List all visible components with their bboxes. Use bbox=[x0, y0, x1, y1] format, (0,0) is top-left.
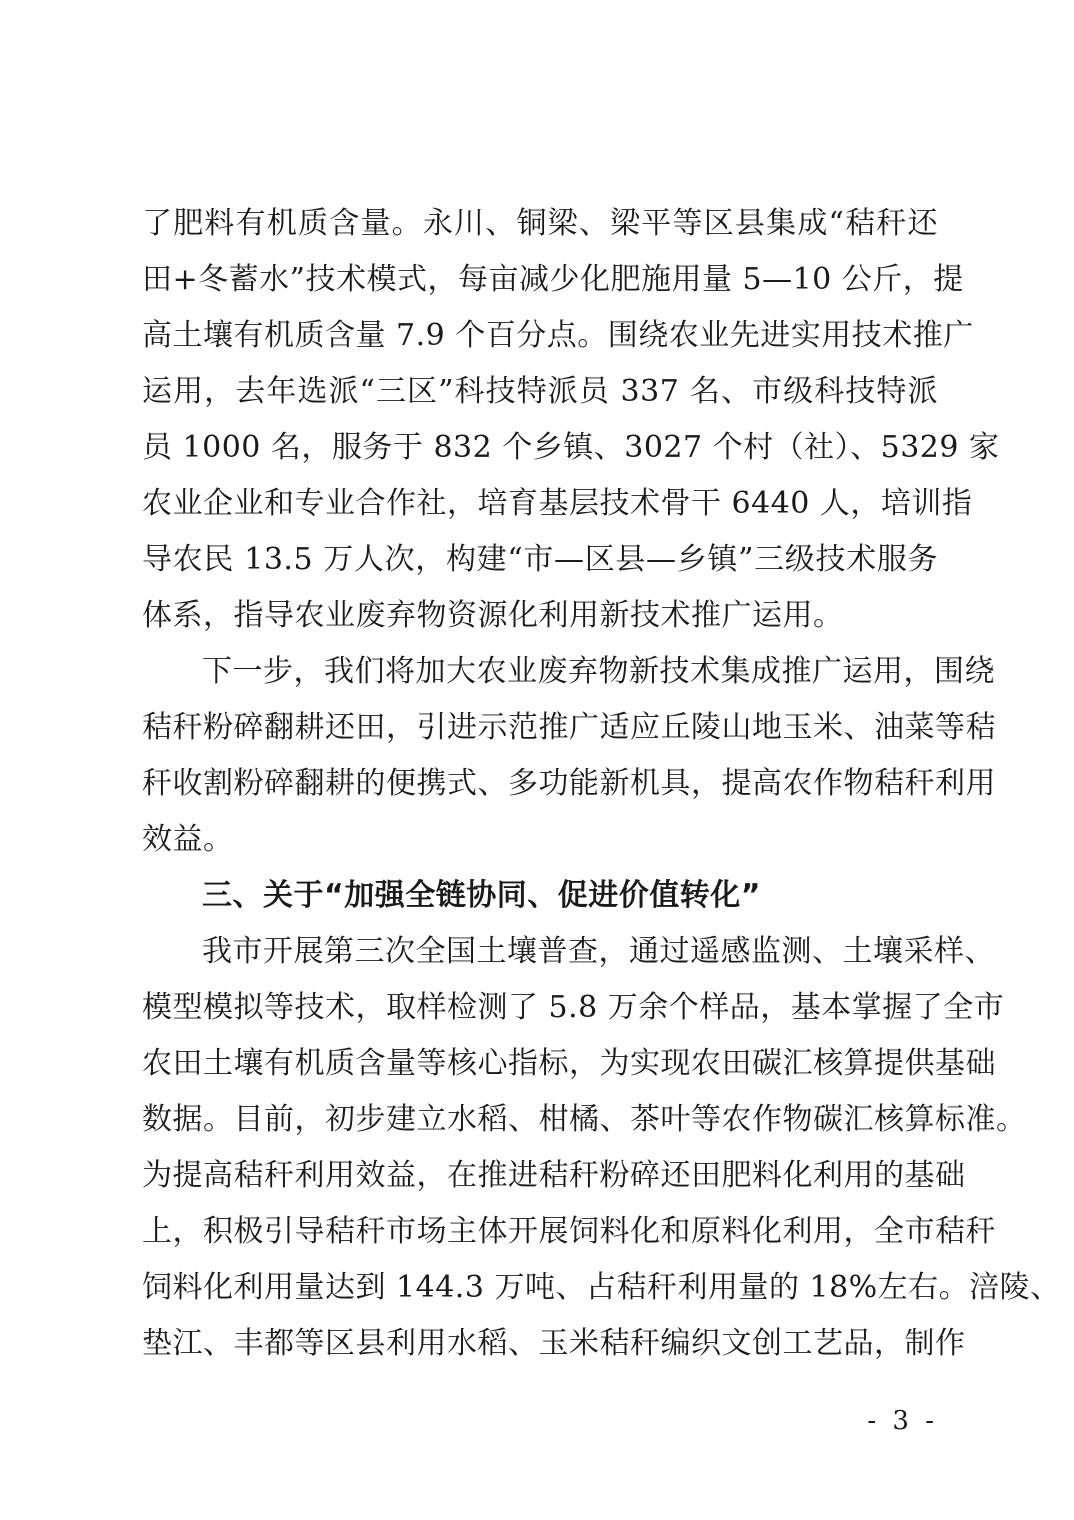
text-line: 数据。目前，初步建立水稻、柑橘、茶叶等农作物碳汇核算标准。 bbox=[142, 1102, 1027, 1137]
text-line: 模型模拟等技术，取样检测了 5.8 万余个样品，基本掌握了全市 bbox=[142, 990, 1005, 1025]
text-line: 员 1000 名，服务于 832 个乡镇、3027 个村（社）、5329 家 bbox=[142, 430, 1000, 465]
document-body bbox=[142, 196, 1061, 1372]
text-line: 效益。 bbox=[142, 822, 234, 857]
paragraph-1 bbox=[142, 196, 1000, 644]
text-line: 高土壤有机质含量 7.9 个百分点。围绕农业先进实用技术推广 bbox=[142, 318, 974, 353]
text-line: 运用，去年选派“三区”科技特派员 337 名、市级科技特派 bbox=[142, 374, 938, 409]
section-heading: 三、关于“加强全链协同、促进价值转化” bbox=[202, 878, 761, 913]
text-line: 导农民 13.5 万人次，构建“市—区县—乡镇”三级技术服务 bbox=[142, 542, 938, 577]
text-line: 秸秆粉碎翻耕还田，引进示范推广适应丘陵山地玉米、油菜等秸 bbox=[142, 710, 996, 745]
text-line: 秆收割粉碎翻耕的便携式、多功能新机具，提高农作物秸秆利用 bbox=[142, 766, 996, 801]
text-line: 我市开展第三次全国土壤普查，通过遥感监测、土壤采样、 bbox=[202, 934, 995, 969]
text-line: 了肥料有机质含量。永川、铜梁、梁平等区县集成“秸秆还 bbox=[142, 206, 938, 241]
text-line: 田+冬蓄水”技术模式，每亩减少化肥施用量 5—10 公斤，提 bbox=[142, 262, 964, 297]
paragraph-3 bbox=[142, 924, 1061, 1372]
text-line: 饲料化利用量达到 144.3 万吨、占秸秆利用量的 18%左右。涪陵、 bbox=[142, 1270, 1061, 1305]
text-line: 下一步，我们将加大农业废弃物新技术集成推广运用，围绕 bbox=[202, 654, 995, 689]
text-line: 体系，指导农业废弃物资源化利用新技术推广运用。 bbox=[142, 598, 844, 633]
paragraph-2 bbox=[142, 644, 996, 868]
text-line: 上，积极引导秸秆市场主体开展饲料化和原料化利用，全市秸秆 bbox=[142, 1214, 996, 1249]
page-number: - 3 - bbox=[867, 1406, 938, 1436]
text-line: 垫江、丰都等区县利用水稻、玉米秸秆编织文创工艺品，制作 bbox=[142, 1326, 966, 1361]
text-line: 农田土壤有机质含量等核心指标，为实现农田碳汇核算提供基础 bbox=[142, 1046, 996, 1081]
text-line: 为提高秸秆利用效益，在推进秸秆粉碎还田肥料化利用的基础 bbox=[142, 1158, 966, 1193]
text-line: 农业企业和专业合作社，培育基层技术骨干 6440 人，培训指 bbox=[142, 486, 973, 521]
